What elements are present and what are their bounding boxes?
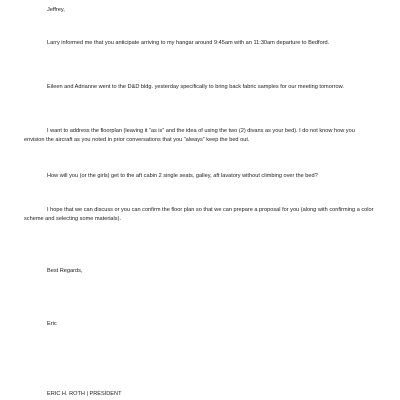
paragraph-proposal: I hope that we can discuss or you can confirm the floor plan so that we can prepare a proposal for you (along with confirming a color scheme and selecting some materials). bbox=[24, 207, 374, 222]
signature-name: Eric bbox=[47, 321, 57, 327]
paragraph-arrival: Larry informed me that you anticipate arriving to my hangar around 9:45am with an 11:30am departure to Bedford. bbox=[47, 40, 330, 46]
paragraph-aft-cabin: How will you (or the girls) get to the aft cabin 2 single seats, galley, aft lavatory without climbing over the bed? bbox=[47, 173, 318, 179]
closing: Best Regards, bbox=[47, 268, 83, 274]
paragraph-floorplan: I want to address the floorplan (leaving it “as is” and the idea of using the two (2) divans as your bed). I do not know how you envision the aircraft as you noted in prior conversations that you “always” keep the bed out. bbox=[24, 128, 355, 143]
paragraph-fabric-samples: Eileen and Adrianne went to the D&D bldg. yesterday specifically to bring back fabric samples for our meeting tomorrow. bbox=[47, 84, 344, 90]
signature-block: ERIC H. ROTH | PRESIDENT bbox=[47, 391, 122, 397]
salutation: Jeffrey, bbox=[47, 7, 65, 13]
